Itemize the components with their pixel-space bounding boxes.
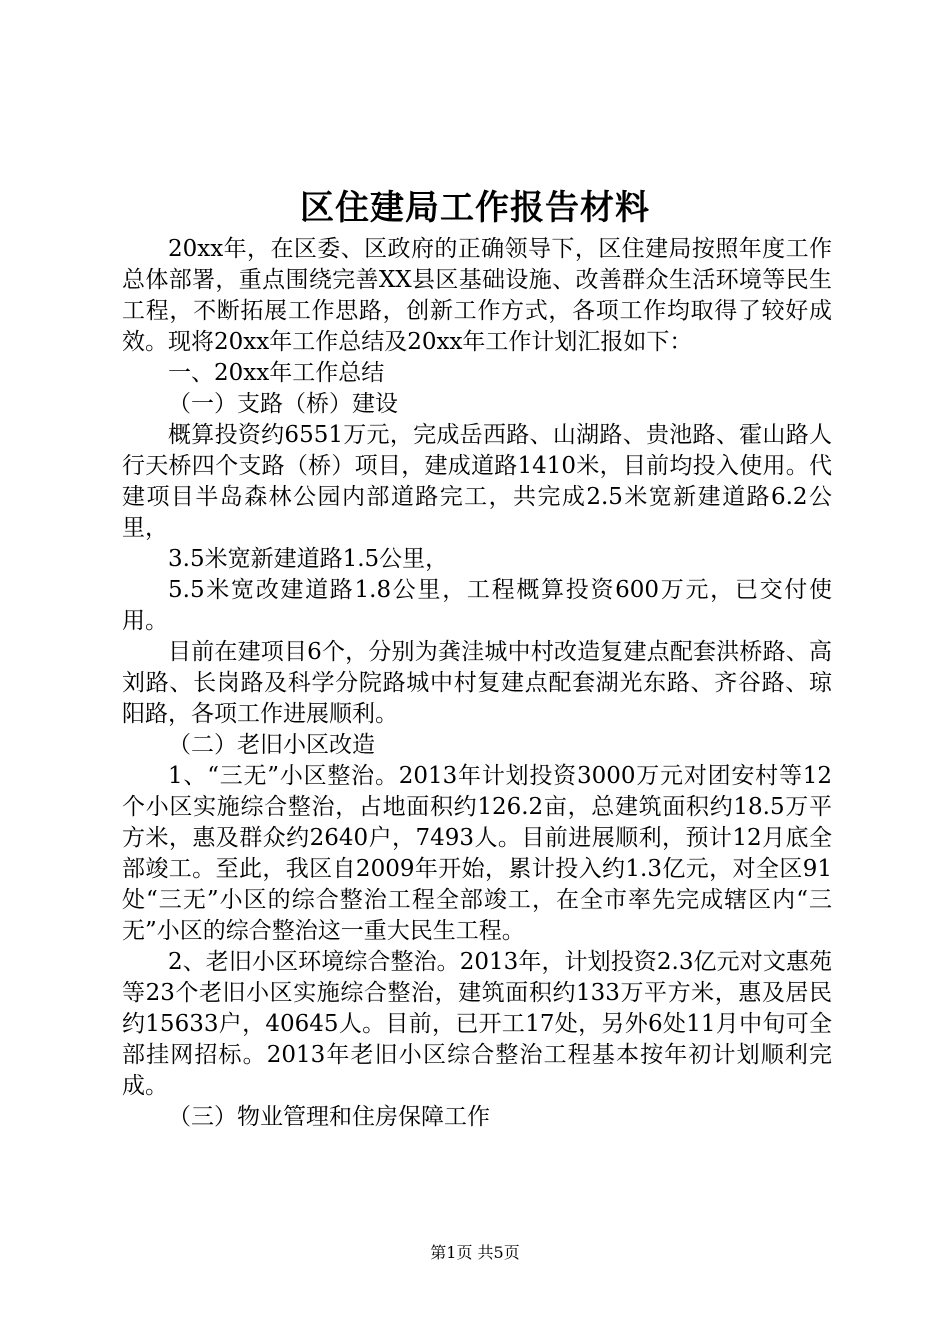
subsection-heading-old-communities: （二）老旧小区改造 [168,732,375,758]
page-footer: 第1页 共5页 [430,1243,520,1262]
document-title: 区住建局工作报告材料 [300,188,650,228]
three-no-communities-paragraph: 1、“三无”小区整治。2013年计划投资3000万元对团安村等12个小区实施综合整治，占地面积约126.2亩，总建筑面积约18.5万平方米，惠及群众约2640户，7493人。目前进展顺利，预计12月底全部竣工。至此，我区自2009年开始，累计投入约1.3亿元，对全区91处“三无”小区的综合整治工程全部竣工，在全市率先完成辖区内“三无”小区的综合整治这一重大民生工程。 [122,763,832,944]
old-communities-paragraph: 2、老旧小区环境综合整治。2013年，计划投资2.3亿元对文惠苑等23个老旧小区实施综合整治，建筑面积约133万平方米，惠及居民约15633户，40645人。目前，已开工17处，另外6处11月中旬可全部挂网招标。2013年老旧小区综合整治工程基本按年初计划顺利完成。 [122,949,832,1099]
roads-paragraph-line-2: 3.5米宽新建道路1.5公里， [168,546,449,572]
intro-paragraph: 20xx年，在区委、区政府的正确领导下，区住建局按照年度工作总体部署，重点围绕完善XX县区基础设施、改善群众生活环境等民生工程，不断拓展工作思路，创新工作方式，各项工作均取得了较好成效。现将20xx年工作总结及20xx年工作计划汇报如下： [122,236,832,355]
projects-paragraph: 目前在建项目6个，分别为龚洼城中村改造复建点配套洪桥路、高刘路、长岗路及科学分院路城中村复建点配套湖光东路、齐谷路、琼阳路，各项工作进展顺利。 [122,639,832,727]
subsection-heading-roads: （一）支路（桥）建设 [168,391,398,417]
subsection-heading-property: （三）物业管理和住房保障工作 [168,1104,490,1130]
document-body [122,234,832,1133]
section-heading-summary: 一、20xx年工作总结 [168,360,385,386]
roads-paragraph-line-3: 5.5米宽改建道路1.8公里，工程概算投资600万元，已交付使用。 [122,577,832,634]
roads-paragraph: 概算投资约6551万元，完成岳西路、山湖路、贵池路、霍山路人行天桥四个支路（桥）项目，建成道路1410米，目前均投入使用。代建项目半岛森林公园内部道路完工，共完成2.5米宽新建道路6.2公里， [122,422,832,541]
